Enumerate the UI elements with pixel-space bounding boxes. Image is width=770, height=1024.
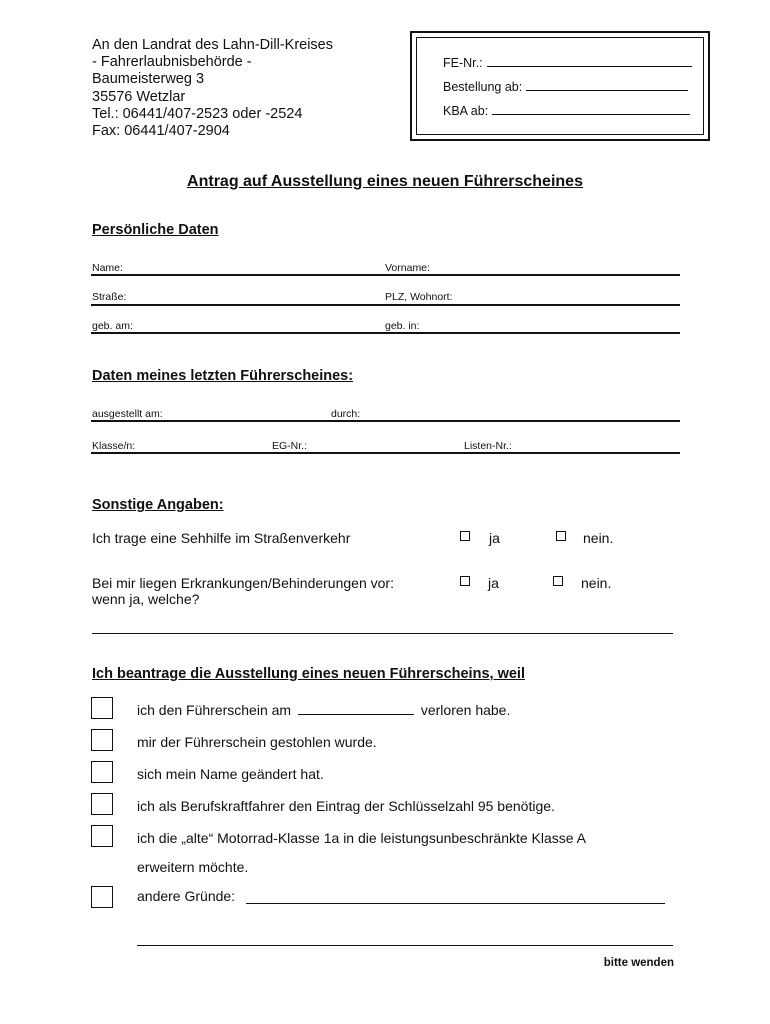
office-use-box-inner	[416, 37, 704, 135]
reason-stolen-checkbox[interactable]	[91, 729, 113, 751]
q-erkrankungen-which: wenn ja, welche?	[92, 591, 200, 607]
address-line: - Fahrerlaubnisbehörde -	[92, 54, 252, 71]
issued-field-line[interactable]	[91, 420, 680, 422]
recipient-address	[92, 37, 333, 140]
bestellung-label: Bestellung ab:	[443, 80, 523, 94]
strasse-label: Straße:	[92, 291, 127, 303]
vorname-label: Vorname:	[385, 262, 430, 274]
reason-motorcycle-text: ich die „alte“ Motorrad-Klasse 1a in die leistungsunbeschränkte Klasse A	[137, 830, 587, 846]
reason-other-line[interactable]	[246, 903, 665, 904]
sehhilfe-ja-checkbox[interactable]	[460, 531, 470, 541]
bitte-wenden-note: bitte wenden	[603, 957, 674, 969]
other-heading: Sonstige Angaben:	[92, 497, 224, 513]
address-line: Baumeisterweg 3	[92, 71, 205, 88]
sehhilfe-nein-label: nein.	[583, 530, 614, 546]
lost-date-line[interactable]	[298, 713, 414, 715]
erkrankungen-answer-line[interactable]	[92, 633, 673, 634]
reason-other-text: andere Gründe:	[137, 888, 236, 904]
plz-label: PLZ, Wohnort:	[385, 291, 453, 303]
erkrankungen-ja-checkbox[interactable]	[460, 576, 470, 586]
sehhilfe-nein-checkbox[interactable]	[556, 531, 566, 541]
sehhilfe-ja-label: ja	[489, 530, 500, 546]
reason-stolen-text: mir der Führerschein gestohlen wurde.	[137, 734, 377, 750]
class-field-line[interactable]	[91, 452, 680, 454]
reason-lost-text-a: ich den Führerschein am	[137, 702, 292, 718]
address-line: Fax: 06441/407-2904	[92, 123, 230, 140]
reason-motorcycle-text-2: erweitern möchte.	[137, 859, 249, 875]
birth-field-line[interactable]	[91, 332, 680, 334]
q-erkrankungen: Bei mir liegen Erkrankungen/Behinderungen vor:	[92, 575, 394, 591]
bestellung-field[interactable]	[443, 80, 688, 94]
durch-label: durch:	[331, 408, 361, 420]
reason-name-changed-checkbox[interactable]	[91, 761, 113, 783]
erkrankungen-nein-label: nein.	[581, 575, 612, 591]
name-field-line[interactable]	[91, 274, 680, 276]
reason-lost-text-b: verloren habe.	[420, 702, 511, 718]
address-line: An den Landrat des Lahn-Dill-Kreises	[92, 37, 333, 53]
personal-heading: Persönliche Daten	[92, 222, 219, 238]
q-sehhilfe: Ich trage eine Sehhilfe im Straßenverkehr	[92, 530, 351, 546]
reason-code95-checkbox[interactable]	[91, 793, 113, 815]
reason-lost-checkbox[interactable]	[91, 697, 113, 719]
office-use-box	[410, 31, 710, 141]
geb-am-label: geb. am:	[92, 320, 133, 332]
fe-nr-line	[487, 65, 692, 67]
erkrankungen-nein-checkbox[interactable]	[553, 576, 563, 586]
bestellung-line	[526, 89, 688, 91]
reason-lost-text	[137, 702, 510, 718]
kba-label: KBA ab:	[443, 104, 489, 118]
kba-field[interactable]	[443, 104, 690, 118]
erkrankungen-ja-label: ja	[488, 575, 499, 591]
name-label: Name:	[92, 262, 123, 274]
reason-code95-text: ich als Berufskraftfahrer den Eintrag der Schlüsselzahl 95 benötige.	[137, 798, 555, 814]
fe-nr-field[interactable]	[443, 56, 692, 70]
reason-other-checkbox[interactable]	[91, 886, 113, 908]
address-field-line[interactable]	[91, 304, 680, 306]
last-license-heading: Daten meines letzten Führerscheines:	[92, 368, 354, 384]
listen-nr-label: Listen-Nr.:	[464, 440, 512, 452]
form-title: Antrag auf Ausstellung eines neuen Führerscheines	[187, 173, 583, 190]
reasons-heading: Ich beantrage die Ausstellung eines neuen Führerscheins, weil	[92, 666, 525, 682]
geb-in-label: geb. in:	[385, 320, 420, 332]
reason-name-changed-text: sich mein Name geändert hat.	[137, 766, 324, 782]
address-line: Tel.: 06441/407-2523 oder -2524	[92, 105, 303, 122]
kba-line	[492, 113, 690, 115]
ausgestellt-label: ausgestellt am:	[92, 408, 163, 420]
reason-other-line-2[interactable]	[137, 945, 673, 946]
fe-nr-label: FE-Nr.:	[443, 56, 483, 70]
address-line: 35576 Wetzlar	[92, 88, 186, 105]
klasse-label: Klasse/n:	[92, 440, 136, 452]
eg-nr-label: EG-Nr.:	[272, 440, 308, 452]
reason-motorcycle-checkbox[interactable]	[91, 825, 113, 847]
